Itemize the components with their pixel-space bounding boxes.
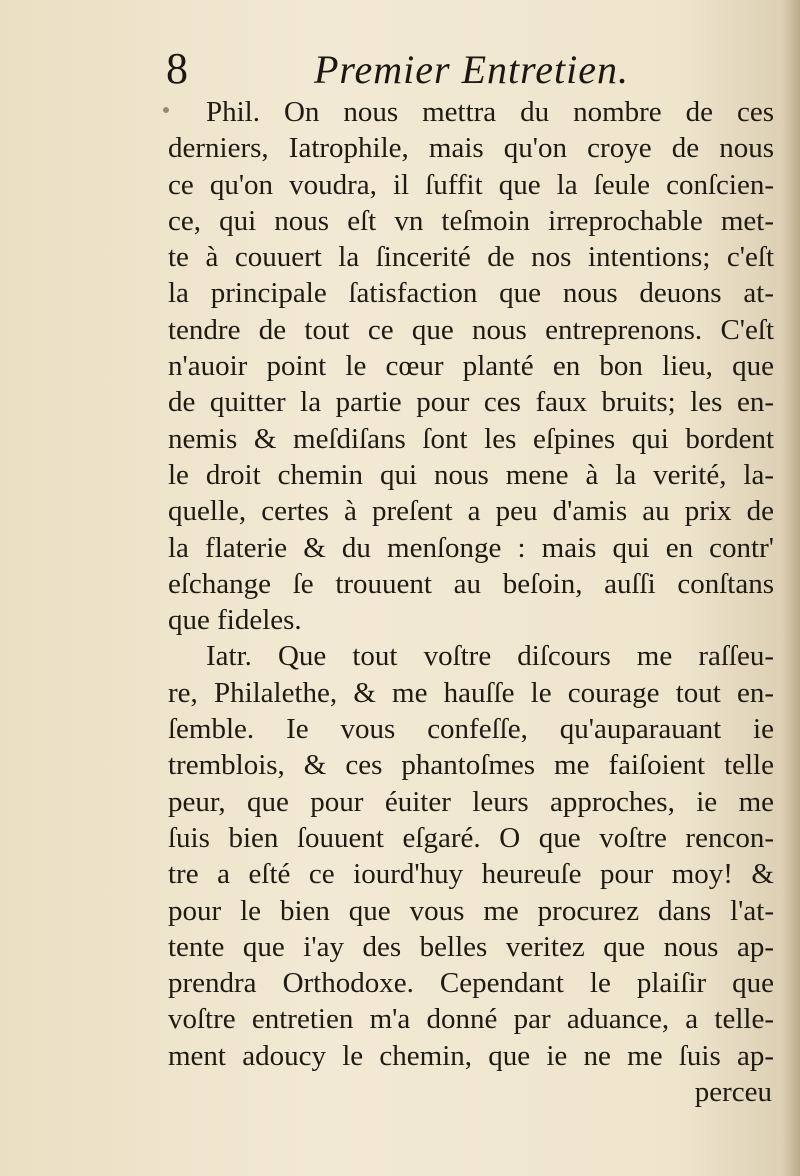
text-line: tremblois, & ces phantoſmes me faiſoient telle xyxy=(168,749,774,782)
page-number: 8 xyxy=(166,44,188,93)
text-line: tre a eſté ce iourd'huy heureuſe pour moy! & xyxy=(168,858,774,891)
running-title: Premier Entretien. xyxy=(314,47,629,92)
text-line: la principale ſatisfaction que nous deuons at- xyxy=(168,277,774,310)
text-line: quelle, certes à preſent a peu d'amis au prix de xyxy=(168,495,774,528)
text-line: ſemble. Ie vous confeſſe, qu'auparauant ie xyxy=(168,713,774,746)
text-line: de quitter la partie pour ces faux bruits; les en- xyxy=(168,386,774,419)
text-line: Phil. On nous mettra du nombre de ces xyxy=(206,96,774,128)
text-line: peur, que pour éuiter leurs approches, ie me xyxy=(168,785,774,818)
text-line: prendra Orthodoxe. Cependant le plaiſir que xyxy=(168,967,774,1000)
text-line: le droit chemin qui nous mene à la verité, la- xyxy=(168,458,774,491)
text-line: que fideles. xyxy=(168,604,302,637)
page-edge-shadow xyxy=(782,0,800,1176)
catchword: perceu xyxy=(694,1076,772,1109)
text-line: derniers, Iatrophile, mais qu'on croye de nous xyxy=(168,132,774,165)
text-line: tente que i'ay des belles veritez que nous ap- xyxy=(168,930,774,963)
text-line: pour le bien que vous me procurez dans l'at- xyxy=(168,894,774,927)
text-line: la flaterie & du menſonge : mais qui en contr' xyxy=(168,531,774,564)
text-line: re, Philalethe, & me hauſſe le courage tout en- xyxy=(168,676,774,709)
text-line: ment adoucy le chemin, que ie ne me ſuis ap- xyxy=(168,1039,774,1072)
body-text xyxy=(168,94,774,1110)
text-line: ce, qui nous eſt vn teſmoin irreprochable met- xyxy=(168,204,774,237)
paragraph-iatrophile xyxy=(168,638,774,1074)
text-line: ce qu'on voudra, il ſuffit que la ſeule conſcien- xyxy=(168,168,774,201)
text-line: Iatr. Que tout voſtre diſcours me raſſeu- xyxy=(206,640,774,673)
text-line: tendre de tout ce que nous entreprenons. C'eſt xyxy=(168,313,774,346)
text-line: te à couuert la ſincerité de nos intentions; c'eſt xyxy=(168,241,774,274)
paragraph-philalethe xyxy=(168,94,774,638)
text-line: n'auoir point le cœur planté en bon lieu, que xyxy=(168,350,774,383)
text-line: voſtre entretien m'a donné par aduance, a telle- xyxy=(168,1003,774,1036)
text-line: eſchange ſe trouuent au beſoin, auſſi conſtans xyxy=(168,567,774,600)
text-line: ſuis bien ſouuent eſgaré. O que voſtre rencon- xyxy=(168,821,774,854)
text-line: nemis & meſdiſans ſont les eſpines qui bordent xyxy=(168,422,774,455)
